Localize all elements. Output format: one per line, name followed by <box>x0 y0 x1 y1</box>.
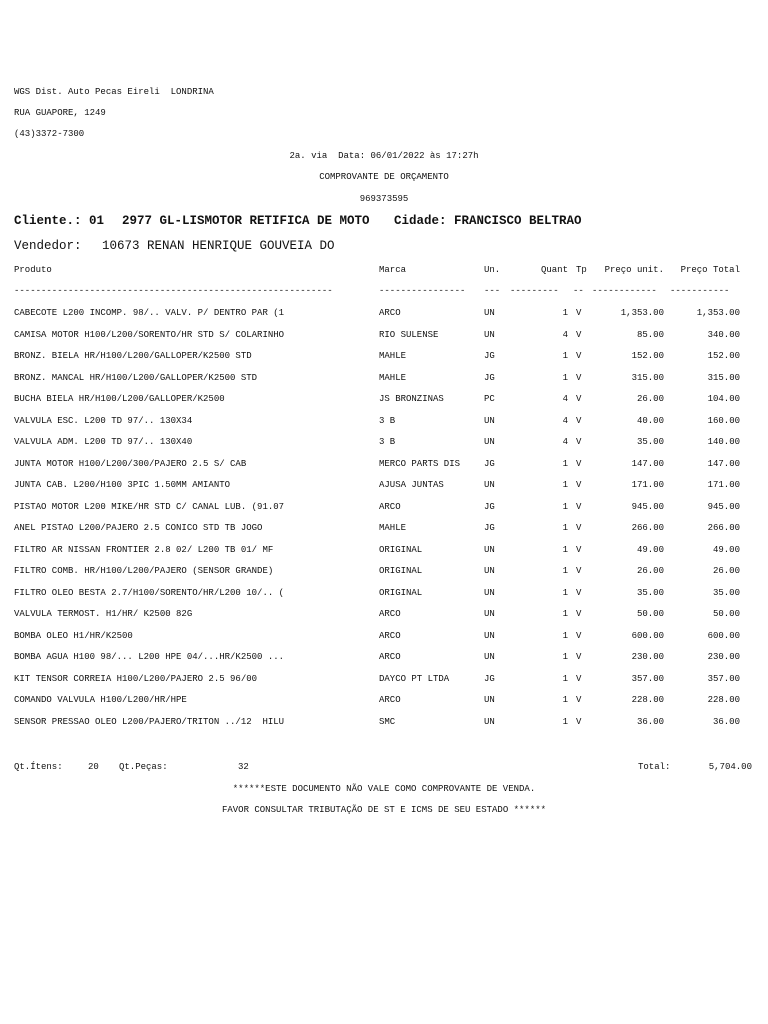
item-produto: KIT TENSOR CORREIA H100/L200/PAJERO 2.5 96/00 <box>14 673 258 684</box>
item-un: UN <box>484 308 495 318</box>
item-preco-unit: 266.00 <box>631 523 664 533</box>
table-row <box>0 501 768 513</box>
item-marca: MERCO PARTS DIS <box>379 458 461 469</box>
item-un: UN <box>484 415 495 426</box>
item-quant: 1 <box>562 716 568 727</box>
item-quant: 4 <box>562 394 568 404</box>
company-phone: (43)3372-7300 <box>14 129 85 139</box>
table-row <box>0 630 768 642</box>
item-preco-total: 340.00 <box>707 329 740 340</box>
document-number: 969373595 <box>359 194 409 204</box>
item-preco-total: 104.00 <box>707 394 740 404</box>
item-preco-total: 160.00 <box>707 415 740 426</box>
table-row <box>0 651 768 663</box>
item-preco-unit: 315.00 <box>631 372 664 383</box>
item-quant: 1 <box>562 480 568 490</box>
client-city: Cidade: FRANCISCO BELTRAO <box>394 214 582 228</box>
item-tp: V <box>576 609 582 619</box>
table-row <box>0 544 768 556</box>
item-tp: V <box>576 695 582 705</box>
item-produto: BOMBA OLEO H1/HR/K2500 <box>14 630 133 641</box>
table-row <box>0 307 768 319</box>
item-preco-total: 140.00 <box>707 437 740 447</box>
item-preco-unit: 1,353.00 <box>620 308 664 318</box>
item-preco-total: 228.00 <box>707 695 740 705</box>
item-marca: MAHLE <box>379 523 407 533</box>
item-produto: JUNTA MOTOR H100/L200/300/PAJERO 2.5 S/ CAB <box>14 458 247 469</box>
item-tp: V <box>576 308 582 318</box>
item-tp: V <box>576 437 582 447</box>
item-un: JG <box>484 372 495 383</box>
item-marca: ARCO <box>379 695 401 705</box>
table-header <box>0 264 768 276</box>
item-quant: 1 <box>562 458 568 469</box>
item-marca: SMC <box>379 716 396 727</box>
table-row <box>0 415 768 427</box>
item-marca: ARCO <box>379 308 401 318</box>
item-produto: CABECOTE L200 INCOMP. 98/.. VALV. P/ DENTRO PAR (1 <box>14 308 285 318</box>
item-marca: ARCO <box>379 630 401 641</box>
item-preco-total: 171.00 <box>707 480 740 490</box>
item-marca: ORIGINAL <box>379 566 423 576</box>
item-produto: ANEL PISTAO L200/PAJERO 2.5 CONICO STD TB JOGO <box>14 523 263 533</box>
item-un: UN <box>484 587 495 598</box>
sep-un: --- <box>484 286 501 296</box>
item-produto: FILTRO OLEO BESTA 2.7/H100/SORENTO/HR/L200 10/.. ( <box>14 587 285 598</box>
item-preco-unit: 171.00 <box>631 480 664 490</box>
item-preco-total: 230.00 <box>707 652 740 662</box>
item-preco-total: 945.00 <box>707 501 740 512</box>
item-marca: DAYCO PT LTDA <box>379 673 450 684</box>
table-row <box>0 522 768 534</box>
client-name: 2977 GL-LISMOTOR RETIFICA DE MOTO <box>122 214 370 228</box>
table-row <box>0 372 768 384</box>
item-produto: JUNTA CAB. L200/H100 3PIC 1.50MM AMIANTO <box>14 480 231 490</box>
item-preco-total: 49.00 <box>712 544 740 555</box>
item-preco-total: 266.00 <box>707 523 740 533</box>
item-marca: MAHLE <box>379 351 407 361</box>
item-quant: 1 <box>562 587 568 598</box>
item-marca: ARCO <box>379 609 401 619</box>
item-tp: V <box>576 394 582 404</box>
item-produto: PISTAO MOTOR L200 MIKE/HR STD C/ CANAL LUB. (91.07 <box>14 501 285 512</box>
item-marca: MAHLE <box>379 372 407 383</box>
item-preco-total: 35.00 <box>712 587 740 598</box>
item-tp: V <box>576 587 582 598</box>
item-preco-unit: 36.00 <box>636 716 664 727</box>
item-quant: 1 <box>562 372 568 383</box>
table-separator <box>0 285 768 297</box>
item-produto: FILTRO COMB. HR/H100/L200/PAJERO (SENSOR GRANDE) <box>14 566 274 576</box>
item-preco-unit: 230.00 <box>631 652 664 662</box>
item-preco-unit: 600.00 <box>631 630 664 641</box>
item-marca: 3 B <box>379 415 396 426</box>
total-label: Total: <box>638 762 671 772</box>
item-un: JG <box>484 458 495 469</box>
item-un: JG <box>484 523 495 533</box>
item-marca: ARCO <box>379 652 401 662</box>
col-preco-total: Preço Total <box>680 265 740 275</box>
table-row <box>0 479 768 491</box>
item-produto: SENSOR PRESSAO OLEO L200/PAJERO/TRITON ../12 HILU <box>14 716 285 727</box>
item-marca: 3 B <box>379 437 396 447</box>
item-produto: BOMBA AGUA H100 98/... L200 HPE 04/...HR/K2500 ... <box>14 652 285 662</box>
item-preco-unit: 26.00 <box>636 394 664 404</box>
item-quant: 1 <box>562 544 568 555</box>
item-quant: 1 <box>562 308 568 318</box>
item-tp: V <box>576 652 582 662</box>
item-tp: V <box>576 501 582 512</box>
itens-value: 20 <box>88 762 99 772</box>
item-quant: 1 <box>562 523 568 533</box>
item-preco-unit: 945.00 <box>631 501 664 512</box>
item-quant: 1 <box>562 566 568 576</box>
table-row <box>0 565 768 577</box>
item-preco-total: 36.00 <box>712 716 740 727</box>
sep-preco-unit: ------------ <box>592 286 657 296</box>
item-preco-unit: 152.00 <box>631 351 664 361</box>
item-marca: AJUSA JUNTAS <box>379 480 444 490</box>
company-address: RUA GUAPORE, 1249 <box>14 108 106 118</box>
item-produto: VALVULA TERMOST. H1/HR/ K2500 82G <box>14 609 193 619</box>
sep-preco-total: ----------- <box>670 286 730 296</box>
item-quant: 1 <box>562 673 568 684</box>
table-row <box>0 436 768 448</box>
item-preco-unit: 85.00 <box>636 329 664 340</box>
item-preco-total: 50.00 <box>712 609 740 619</box>
total-value: 5,704.00 <box>708 762 752 772</box>
document-title: COMPROVANTE DE ORÇAMENTO <box>319 172 449 182</box>
item-marca: JS BRONZINAS <box>379 394 444 404</box>
item-un: PC <box>484 394 495 404</box>
item-produto: VALVULA ESC. L200 TD 97/.. 130X34 <box>14 415 193 426</box>
item-produto: BRONZ. MANCAL HR/H100/L200/GALLOPER/K2500 STD <box>14 372 258 383</box>
item-un: JG <box>484 501 495 512</box>
item-un: UN <box>484 716 495 727</box>
item-marca: ORIGINAL <box>379 587 423 598</box>
item-quant: 4 <box>562 415 568 426</box>
item-preco-total: 357.00 <box>707 673 740 684</box>
item-un: UN <box>484 609 495 619</box>
item-tp: V <box>576 716 582 727</box>
item-tp: V <box>576 523 582 533</box>
col-marca: Marca <box>379 265 407 275</box>
item-un: UN <box>484 652 495 662</box>
item-tp: V <box>576 372 582 383</box>
sep-marca: ---------------- <box>379 286 466 296</box>
col-un: Un. <box>484 265 501 275</box>
sep-tp: -- <box>573 286 584 296</box>
item-un: JG <box>484 673 495 684</box>
col-quant: Quant <box>540 265 568 275</box>
client-label: Cliente.: 01 <box>14 214 105 228</box>
item-un: UN <box>484 329 495 340</box>
item-un: UN <box>484 544 495 555</box>
pecas-label: Qt.Peças: <box>119 762 168 772</box>
item-preco-total: 315.00 <box>707 372 740 383</box>
table-row <box>0 393 768 405</box>
col-tp: Tp <box>576 265 587 275</box>
item-produto: CAMISA MOTOR H100/L200/SORENTO/HR STD S/ COLARINHO <box>14 329 285 340</box>
item-tp: V <box>576 630 582 641</box>
item-preco-unit: 147.00 <box>631 458 664 469</box>
item-preco-unit: 228.00 <box>631 695 664 705</box>
item-quant: 1 <box>562 609 568 619</box>
item-preco-unit: 35.00 <box>636 437 664 447</box>
item-quant: 1 <box>562 695 568 705</box>
item-quant: 4 <box>562 329 568 340</box>
item-tp: V <box>576 566 582 576</box>
footer-note-1: ******ESTE DOCUMENTO NÃO VALE COMO COMPROVANTE DE VENDA. <box>232 784 536 794</box>
item-un: UN <box>484 437 495 447</box>
item-produto: FILTRO AR NISSAN FRONTIER 2.8 02/ L200 TB 01/ MF <box>14 544 274 555</box>
seller-label: Vendedor: <box>14 239 82 253</box>
item-tp: V <box>576 415 582 426</box>
item-marca: ARCO <box>379 501 401 512</box>
item-preco-total: 26.00 <box>712 566 740 576</box>
item-tp: V <box>576 480 582 490</box>
table-row <box>0 350 768 362</box>
item-quant: 1 <box>562 501 568 512</box>
item-preco-unit: 50.00 <box>636 609 664 619</box>
item-tp: V <box>576 544 582 555</box>
pecas-value: 32 <box>238 762 249 772</box>
item-un: UN <box>484 480 495 490</box>
item-un: UN <box>484 695 495 705</box>
item-tp: V <box>576 458 582 469</box>
item-quant: 1 <box>562 351 568 361</box>
itens-label: Qt.Ítens: <box>14 762 63 772</box>
table-row <box>0 587 768 599</box>
item-produto: BRONZ. BIELA HR/H100/L200/GALLOPER/K2500 STD <box>14 351 252 361</box>
sep-quant: --------- <box>510 286 559 296</box>
item-marca: RIO SULENSE <box>379 329 439 340</box>
item-preco-unit: 49.00 <box>636 544 664 555</box>
item-quant: 4 <box>562 437 568 447</box>
seller-name: 10673 RENAN HENRIQUE GOUVEIA DO <box>102 239 335 253</box>
item-preco-total: 152.00 <box>707 351 740 361</box>
item-quant: 1 <box>562 652 568 662</box>
item-tp: V <box>576 351 582 361</box>
item-quant: 1 <box>562 630 568 641</box>
footer-note-2: FAVOR CONSULTAR TRIBUTAÇÃO DE ST E ICMS DE SEU ESTADO ****** <box>221 805 547 815</box>
item-un: UN <box>484 630 495 641</box>
item-preco-total: 147.00 <box>707 458 740 469</box>
table-row <box>0 694 768 706</box>
sep-produto: ----------------------------------------------------------- <box>14 286 333 296</box>
via-date: 2a. via Data: 06/01/2022 às 17:27h <box>289 151 479 161</box>
item-preco-unit: 357.00 <box>631 673 664 684</box>
item-un: UN <box>484 566 495 576</box>
item-un: JG <box>484 351 495 361</box>
table-row <box>0 673 768 685</box>
col-produto: Produto <box>14 265 52 275</box>
table-row <box>0 716 768 728</box>
table-row <box>0 458 768 470</box>
item-preco-total: 600.00 <box>707 630 740 641</box>
item-marca: ORIGINAL <box>379 544 423 555</box>
item-preco-unit: 35.00 <box>636 587 664 598</box>
table-row <box>0 608 768 620</box>
item-preco-total: 1,353.00 <box>696 308 740 318</box>
item-tp: V <box>576 329 582 340</box>
item-produto: BUCHA BIELA HR/H100/L200/GALLOPER/K2500 <box>14 394 225 404</box>
item-produto: VALVULA ADM. L200 TD 97/.. 130X40 <box>14 437 193 447</box>
item-preco-unit: 40.00 <box>636 415 664 426</box>
item-tp: V <box>576 673 582 684</box>
col-preco-unit: Preço unit. <box>604 265 664 275</box>
table-row <box>0 329 768 341</box>
item-preco-unit: 26.00 <box>636 566 664 576</box>
company-name: WGS Dist. Auto Pecas Eireli LONDRINA <box>14 87 214 97</box>
item-produto: COMANDO VALVULA H100/L200/HR/HPE <box>14 695 187 705</box>
